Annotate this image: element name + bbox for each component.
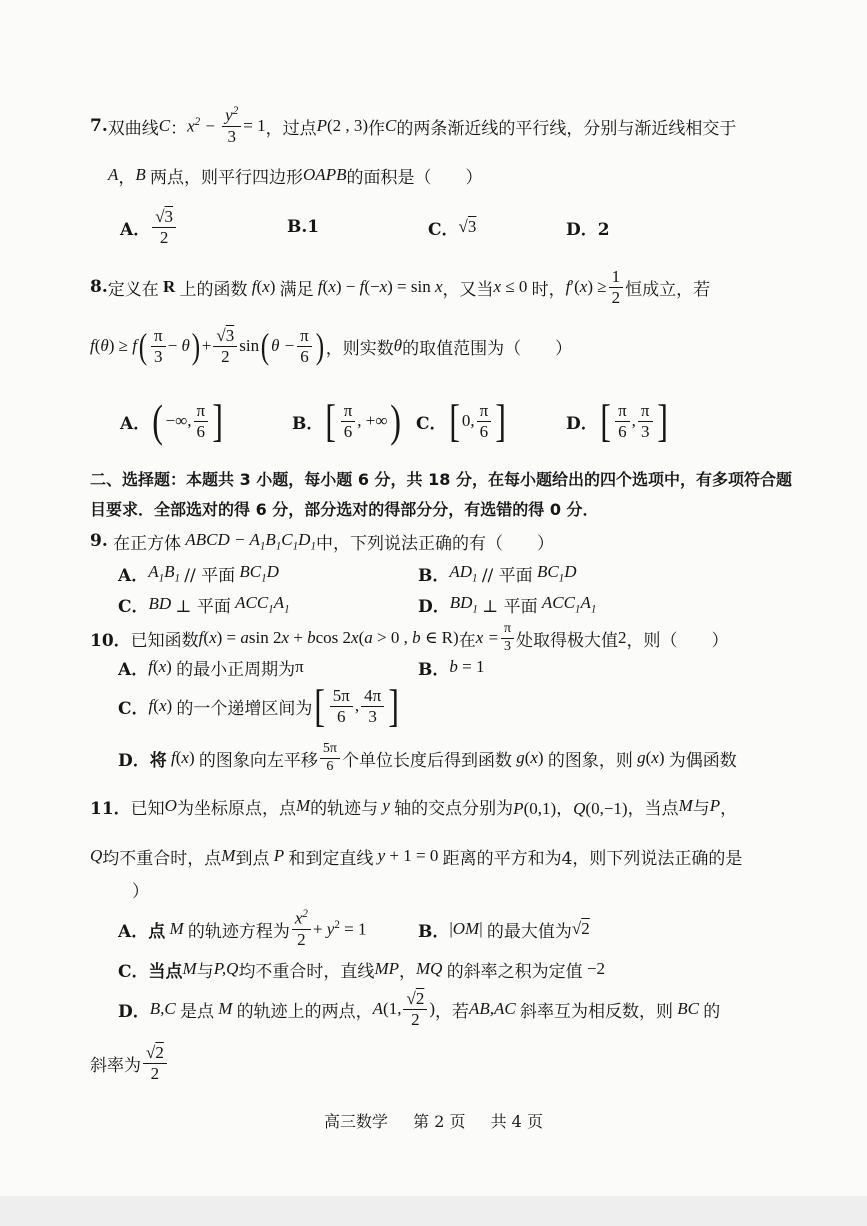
q7-text-b: 作 (368, 118, 386, 139)
q8-option-c (416, 394, 509, 448)
section2-line2 (90, 495, 599, 521)
q8-option-d-close: ] (656, 395, 668, 446)
q10-option-d-gx2: g(x) (637, 748, 669, 767)
q11-text1: 已知 (130, 798, 165, 819)
q10-option-c-label: C． (118, 698, 149, 719)
q10-option-a (118, 654, 304, 680)
q8-paren-open2: ( (260, 326, 270, 366)
q11-option-d-bc2: BC (672, 999, 704, 1018)
q7-line2-end: 的面积是（ ） (346, 167, 483, 188)
q7-math-oapb: OAPB (303, 165, 347, 184)
q10-option-d-frac: $\frac{5\pi}{6}$ (320, 742, 340, 774)
q11-line3 (132, 876, 149, 902)
q9-line1 (90, 528, 554, 554)
q8-math-theta2: θ (393, 336, 403, 355)
q8-fraction-pi6: $\frac{\pi}{6}$ (297, 327, 312, 366)
q11-text5: ，当点 (627, 798, 679, 819)
q10-option-d-label: D．将 (118, 750, 167, 771)
q11-option-c-mp: MP (374, 959, 399, 978)
section2-text2: 目要求．全部选对的得 6 分，部分选对的得部分分，有选错的得 0 分． (90, 499, 599, 519)
q8-text8: 的取值范围为（ ） (402, 338, 573, 359)
q8-math-sin: sin (239, 336, 260, 355)
q7-line1 (90, 102, 736, 150)
q11-option-b-om: |OM| (449, 919, 487, 938)
q7-option-a (120, 202, 178, 252)
q11-option-a-label: A．点 (118, 921, 166, 942)
q9-option-c-label: C． (118, 596, 149, 617)
q11-line2-c: 和到定直线 (288, 848, 374, 869)
q11-option-d-abac: AB,AC (468, 999, 520, 1018)
q7-option-a-value: $\frac{√3}{2}$ (152, 208, 176, 247)
q9-option-b-math2: $BC_1D$ (532, 561, 577, 585)
q8-option-c-zero: 0, (461, 411, 475, 430)
q11-math-points: P(0,1)，Q(0,−1) (513, 798, 628, 818)
q11-option-d-m: M (213, 999, 237, 1018)
q8-fraction-sqrt3-2: $\frac{√3}{2}$ (213, 327, 237, 366)
q11-math-y: y (378, 796, 395, 815)
q7-math-eq1: = 1 (243, 116, 266, 135)
q11-option-d-t5: 斜率互为相反数，则 (519, 1001, 673, 1022)
q11-line2 (90, 842, 742, 870)
q11-option-d-bc: B,C (149, 999, 180, 1018)
q11-last-line (90, 1040, 169, 1086)
q7-text-c: 的两条渐近线的平行线，分别与渐近线相交于 (396, 118, 737, 139)
q11-option-c-m: M (182, 959, 197, 978)
q8-option-a-inf: −∞, (165, 411, 192, 430)
q7-math-b: B (135, 165, 151, 184)
q8-math-minus-theta: − θ (167, 336, 190, 355)
q7-option-d-label: D．2 (566, 219, 610, 240)
q8-math-fx-arg: (x) (256, 277, 280, 296)
q10-text3: 处取得极大值 (516, 630, 619, 651)
q8-math-r: R (158, 277, 180, 296)
q8-option-b-frac: $\frac{\pi}{6}$ (341, 402, 356, 441)
q8-option-a-label: A． (120, 413, 151, 434)
q11-option-b (418, 916, 590, 942)
q11-option-c-label: C．当点 (118, 961, 183, 982)
q11-option-c-t3: 均不重合时，直线 (238, 961, 375, 982)
q11-option-c-t5: 的斜率之积为定值 (446, 961, 583, 982)
q11-text2: 为坐标原点，点 (176, 798, 296, 819)
q11-text3: 的轨迹与 (310, 798, 379, 819)
q8-option-a-frac: $\frac{\pi}{6}$ (194, 402, 209, 441)
q7-colon: ： (170, 118, 188, 138)
q8-math-ftheta: f(θ) ≥ f (90, 336, 137, 355)
q10-option-a-tail: 的最小正周期为 (176, 659, 296, 680)
q7-fraction-y2-3: $\frac{y^2}{3}$ (222, 106, 241, 145)
q10-option-c (118, 680, 402, 732)
q8-line2 (90, 320, 572, 372)
q9-option-d-tail: ⊥ 平面 (482, 596, 538, 617)
footer-subject: 高三数学 (324, 1112, 389, 1131)
q11-option-a (118, 906, 366, 952)
q8-math-plus: + (201, 336, 212, 355)
q11-option-b-sqrt2: √2 (571, 919, 590, 938)
q7-math-c: C (158, 116, 171, 135)
q8-option-a-open: ( (152, 395, 164, 446)
q11-option-c-t4: ， (398, 961, 416, 982)
q9-text2: 中，下列说法正确的有（ ） (315, 533, 554, 554)
q9-option-d-math1: $BD_1$ (449, 592, 478, 616)
page-footer (0, 1109, 867, 1132)
q8-option-d-label: D． (566, 413, 598, 434)
q8-option-c-close: ] (495, 395, 507, 446)
q7-option-d (566, 214, 610, 240)
q8-option-b-open: [ (325, 395, 337, 446)
q10-option-b-label: B． (418, 659, 450, 680)
q7-math-p: P (316, 116, 327, 135)
q8-paren-close: ) (191, 326, 200, 366)
q8-math-fx: f (247, 277, 257, 296)
q8-number: 8. (90, 277, 108, 297)
q10-option-c-comma: , (354, 696, 360, 715)
q11-option-d-frac: $\frac{√2}{2}$ (403, 990, 427, 1029)
q8-option-b (292, 394, 403, 448)
q11-last-frac: $\frac{√2}{2}$ (143, 1044, 167, 1083)
q11-last-text: 斜率为 (90, 1055, 141, 1076)
q11-math-q: Q (90, 846, 103, 865)
q9-option-c-math2: $ACC_1A_1$ (230, 592, 290, 616)
q11-option-d-t2: 是点 (179, 1001, 214, 1022)
q9-option-a-math1: $A_1B_1$ (148, 561, 181, 585)
section2-line1 (90, 465, 792, 491)
q11-option-d-t6: 的 (703, 1001, 721, 1022)
q8-fraction-half: $\frac{1}{2}$ (609, 268, 624, 307)
q9-option-c (118, 591, 290, 617)
q11-text6: 与 (692, 798, 710, 819)
q7-text-a: ，过点 (265, 118, 317, 139)
scan-bottom-band (0, 1196, 867, 1226)
q11-option-b-t2: 的最大值为 (486, 921, 572, 942)
q9-option-b (418, 560, 576, 586)
q11-line2-a: 均不重合时，点 (102, 848, 222, 869)
q7-math-point: (2 , 3) (326, 116, 369, 135)
q7-option-a-label: A． (120, 219, 151, 240)
footer-page: 第 2 页 (413, 1112, 466, 1131)
q8-text3: 满足 (279, 279, 314, 300)
q8-paren-open: ( (138, 326, 148, 366)
q7-math-x2: $x^2$ − (187, 115, 221, 136)
q9-option-b-math1: $AD_1$ (449, 561, 478, 585)
q9-option-a-math2: $BC_1D$ (235, 561, 279, 585)
q10-text1: 已知函数 (130, 630, 199, 651)
q7-comma: ， (118, 167, 136, 188)
q8-option-a-close: ] (212, 395, 224, 446)
q10-fraction-pi3: $\frac{\pi}{3}$ (501, 622, 514, 654)
q11-option-c-pq: P,Q (213, 959, 239, 978)
q8-option-b-label: B． (292, 413, 324, 434)
q10-math-fx: f(x) = asin 2x + bcos 2x(a > 0 , b ∈ R) (198, 628, 459, 647)
q9-option-b-label: B． (418, 565, 450, 586)
q8-text6: 恒成立，若 (625, 279, 711, 300)
q11-option-d-t4: ，若 (434, 1001, 469, 1022)
q8-option-a (120, 394, 225, 448)
q9-number: 9. (90, 531, 108, 551)
q9-option-c-tail: ⊥ 平面 (175, 596, 231, 617)
q8-math-fprime: f′(x) ≥ (565, 277, 607, 296)
q10-option-a-pi: π (295, 657, 304, 676)
q10-option-d-t4: 的图象，则 (547, 750, 633, 771)
q8-line1 (90, 264, 710, 310)
q11-line1 (90, 792, 737, 820)
q11-math-p: P (709, 796, 721, 815)
q10-option-c-fx: f(x) (148, 696, 177, 715)
q11-comma: ， (720, 798, 738, 819)
q8-option-b-close: ) (389, 395, 401, 446)
q11-option-d-label: D． (118, 1001, 150, 1022)
q11-math-p2: P (269, 846, 289, 865)
q10-option-d-gx1: g(x) (516, 748, 548, 767)
q9-text1: 在正方体 (113, 533, 182, 554)
q11-option-a-eq: + $y^2 = 1$ (312, 918, 367, 939)
q10-math-2: 2 (618, 628, 627, 647)
q7-prefix: 双曲线 (107, 118, 159, 139)
q10-line1 (90, 618, 729, 658)
q11-option-a-m: M (165, 919, 188, 938)
q7-option-c-label: C． (428, 219, 459, 240)
q11-option-a-frac: $\frac{x^2}{2}$ (292, 909, 311, 948)
q11-number: 11． (90, 798, 131, 819)
q8-option-d (566, 394, 670, 448)
q7-number: 7. (90, 116, 108, 136)
q9-option-c-math1: BD (148, 594, 176, 613)
q10-text4: ，则（ ） (626, 630, 729, 651)
q10-number: 10． (90, 630, 131, 651)
q11-line2-b: 到点 (235, 848, 270, 869)
q8-option-b-inf: , +∞ (357, 411, 388, 430)
q10-option-d (118, 738, 737, 778)
q10-option-d-fx: f(x) (171, 748, 199, 767)
q11-option-c (118, 956, 605, 982)
q10-option-a-label: A． (118, 659, 149, 680)
q8-text7: ，则实数 (325, 338, 394, 359)
q11-option-b-label: B． (418, 921, 450, 942)
q7-line2 (108, 162, 482, 188)
q10-option-b (418, 654, 484, 680)
q8-option-c-label: C． (416, 413, 447, 434)
q8-option-d-open: [ (600, 395, 611, 446)
q11-math-o: O (164, 796, 177, 815)
q8-option-c-frac: $\frac{\pi}{6}$ (477, 402, 492, 441)
q7-option-b (287, 214, 319, 240)
q7-math-ab: A (108, 165, 119, 184)
q8-fraction-pi3: $\frac{\pi}{3}$ (151, 327, 166, 366)
q8-option-c-open: [ (448, 395, 460, 446)
q9-math-cube: ABCD − $A_1B_1C_1D_1$ (181, 529, 316, 553)
q11-option-a-t2: 的轨迹方程为 (187, 921, 290, 942)
q8-math-x-le-0: x ≤ 0 (493, 277, 532, 296)
q9-option-a-label: A． (118, 565, 149, 586)
q8-text4: ，又当 (442, 279, 494, 300)
q10-option-b-math: b = 1 (449, 657, 485, 676)
q11-option-c-t2: 与 (196, 961, 214, 982)
q10-math-x-eq: x = (475, 628, 499, 647)
q8-option-d-frac2: $\frac{\pi}{3}$ (638, 402, 653, 441)
q11-option-d-t3: 的轨迹上的两点， (236, 1001, 373, 1022)
q11-option-d (118, 986, 720, 1032)
q7-option-c-value: √3 (458, 217, 477, 236)
q8-text5: 时， (531, 279, 566, 300)
q10-option-d-t3: 个单位长度后得到函数 (341, 750, 512, 771)
q11-math-m3: M (221, 846, 236, 865)
q10-option-d-t2: 的图象向左平移 (198, 750, 318, 771)
footer-total: 共 4 页 (490, 1112, 543, 1131)
section2-text1: 二、选择题：本题共 3 小题，每小题 6 分，共 18 分，在每小题给出的四个选项中，有多项符合题 (90, 469, 792, 489)
q8-text2: 上的函数 (179, 279, 248, 300)
q11-math-m2: M (678, 796, 693, 815)
q11-option-d-a: A(1, (372, 999, 402, 1018)
q10-option-c-open: [ (314, 680, 326, 731)
q9-option-d-math2: $ACC_1A_1$ (537, 592, 597, 616)
q8-math-condition: f(x) − f(−x) = sin x (317, 277, 443, 296)
q11-line2-d: 距离的平方和为4，则下列说法正确的是 (442, 848, 743, 869)
q7-math-c2: C (385, 116, 397, 135)
q9-option-a-tail: // 平面 (184, 565, 236, 586)
q9-option-b-tail: // 平面 (481, 565, 533, 586)
q9-option-d (418, 591, 596, 617)
q9-option-a (118, 560, 279, 586)
q11-text4: 轴的交点分别为 (394, 798, 514, 819)
q7-option-b-label: B.1 (287, 217, 320, 237)
q10-option-d-t5: 为偶函数 (668, 750, 737, 771)
q9-option-d-label: D． (418, 596, 450, 617)
q11-option-c-mq: MQ (415, 959, 447, 978)
q10-option-c-tail: 的一个递增区间为 (176, 698, 313, 719)
q11-option-d-close: ) (429, 999, 435, 1018)
q7-option-c (428, 214, 476, 240)
q11-line3-text: ） (132, 881, 149, 902)
q11-math-m1: M (295, 796, 311, 815)
q10-option-c-frac1: $\frac{5\pi}{6}$ (330, 687, 353, 726)
q8-text1: 定义在 (107, 279, 159, 300)
q10-option-c-frac2: $\frac{4\pi}{3}$ (361, 687, 384, 726)
q11-math-line: y + 1 = 0 (377, 846, 443, 865)
q7-line2-text: 两点，则平行四边形 (150, 167, 304, 188)
q8-math-theta: θ − (271, 336, 296, 355)
q10-text2: 在 (458, 630, 476, 651)
q8-paren-close2: ) (315, 326, 324, 366)
q10-option-a-fx: f(x) (148, 657, 177, 676)
q11-option-c-value: −2 (582, 959, 606, 978)
q10-option-c-close: ] (388, 680, 400, 731)
q8-option-d-comma: , (631, 411, 636, 430)
q8-option-d-frac1: $\frac{\pi}{6}$ (615, 402, 630, 441)
